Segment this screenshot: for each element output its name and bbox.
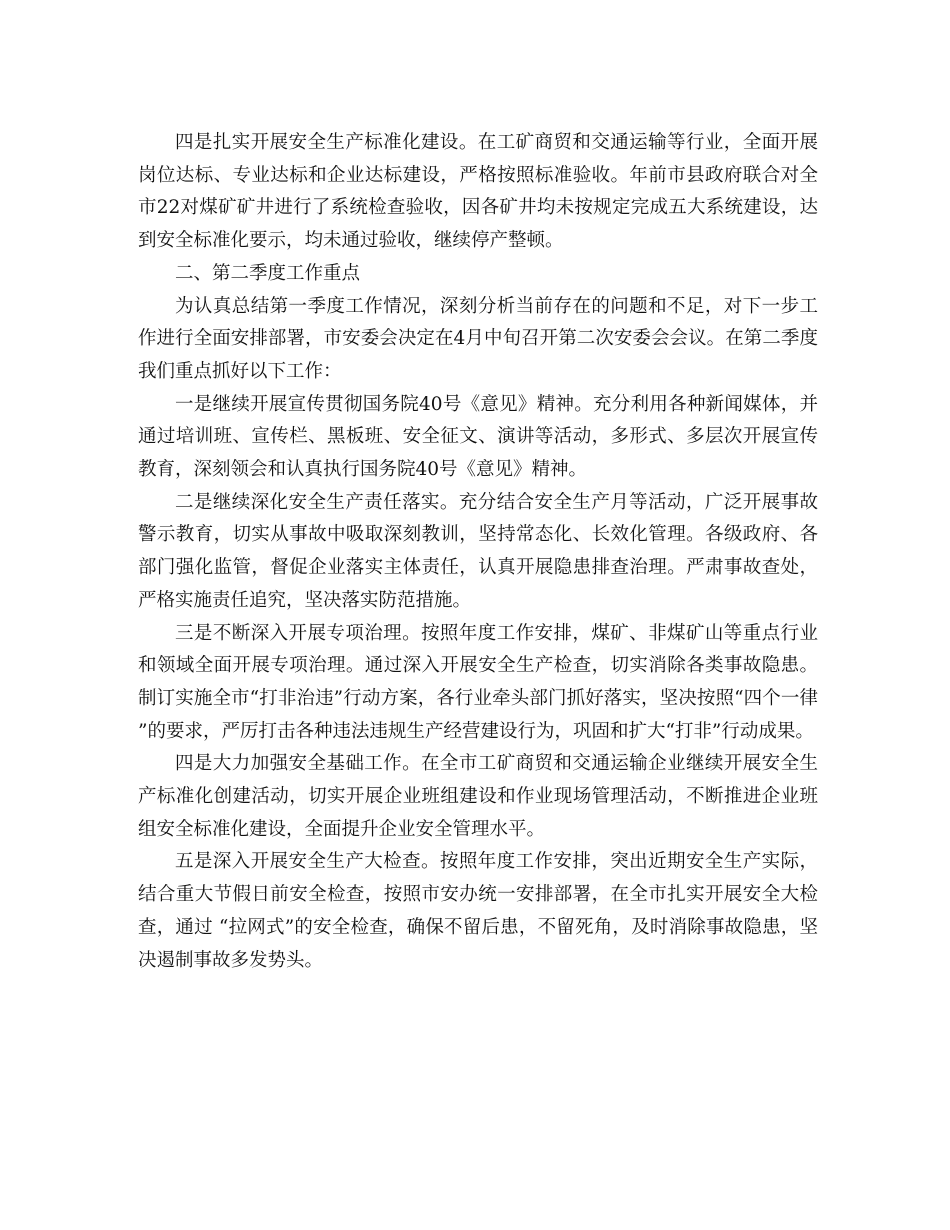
paragraph-item-three: 三是不断深入开展专项治理。按照年度工作安排，煤矿、非煤矿山等重点行业和领域全面开展专项治理。通过深入开展安全生产检查，切实消除各类事故隐患。制订实施全市“打非治违”行动方案，各行业牵头部门抓好落实，坚决按照“四个一律”的要求，严厉打击各种违法违规生产经营建设行为，巩固和扩大“打非”行动成果。	[138, 622, 818, 742]
paragraph-item-five: 五是深入开展安全生产大检查。按照年度工作安排，突出近期安全生产实际，结合重大节假日前安全检查，按照市安办统一安排部署，在全市扎实开展安全大检查，通过 “拉网式”的安全检查，确保不留后患，不留死角，及时消除事故隐患，坚决遏制事故多发势头。	[138, 851, 818, 971]
paragraph-second-quarter-intro: 为认真总结第一季度工作情况，深刻分析当前存在的问题和不足，对下一步工作进行全面安排部署，市安委会决定在4月中旬召开第二次安委会会议。在第二季度我们重点抓好以下工作：	[138, 295, 818, 382]
document-body	[138, 127, 818, 977]
paragraph-item-four: 四是大力加强安全基础工作。在全市工矿商贸和交通运输企业继续开展安全生产标准化创建活动，切实开展企业班组建设和作业现场管理活动，不断推进企业班组安全标准化建设，全面提升企业安全管理水平。	[138, 753, 818, 840]
paragraph-item-one: 一是继续开展宣传贯彻国务院40号《意见》精神。充分利用各种新闻媒体，并通过培训班、宣传栏、黑板班、安全征文、演讲等活动，多形式、多层次开展宣传教育，深刻领会和认真执行国务院40号《意见》精神。	[138, 393, 818, 481]
section-heading-second-quarter: 二、第二季度工作重点	[175, 262, 361, 284]
paragraph-standardization-construction: 四是扎实开展安全生产标准化建设。在工矿商贸和交通运输等行业，全面开展岗位达标、专业达标和企业达标建设，严格按照标准验收。年前市县政府联合对全市22对煤矿矿井进行了系统检查验收，因各矿井均未按规定完成五大系统建设，达到安全标准化要示，均未通过验收，继续停产整顿。	[138, 132, 818, 252]
paragraph-item-two: 二是继续深化安全生产责任落实。充分结合安全生产月等活动，广泛开展事故警示教育，切实从事故中吸取深刻教训，坚持常态化、长效化管理。各级政府、各部门强化监管，督促企业落实主体责任，认真开展隐患排查治理。严肃事故查处，严格实施责任追究，坚决落实防范措施。	[138, 491, 818, 611]
